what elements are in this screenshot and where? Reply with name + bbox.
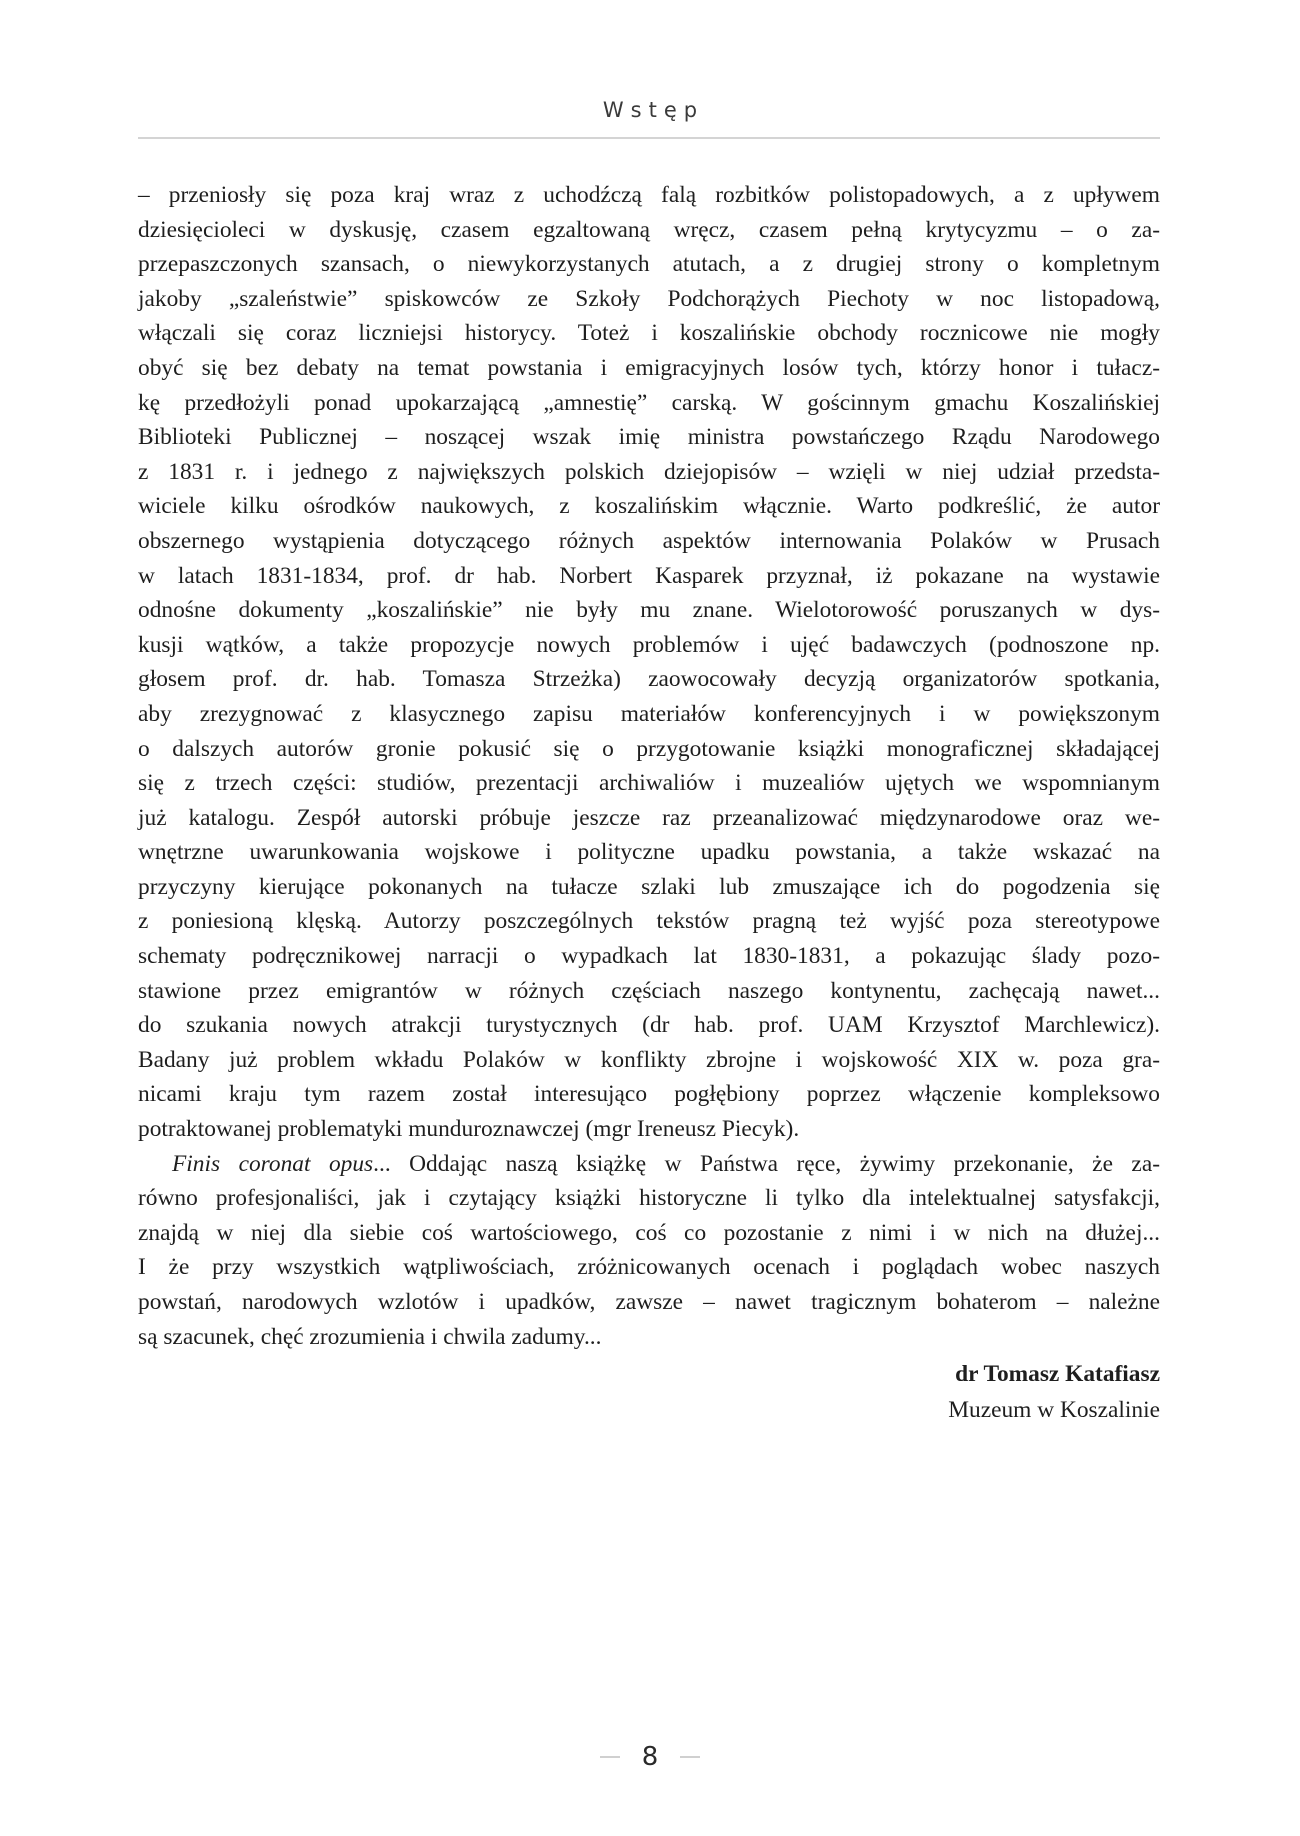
paragraph-1-line: odnośne dokumenty „koszalińskie” nie były mu znane. Wielotorowość poruszanych w dys-	[138, 597, 1160, 624]
paragraph-2-line	[138, 1147, 1160, 1182]
paragraph-1-line: dziesięcioleci w dyskusję, czasem egzaltowaną wręcz, czasem pełną krytycyzmu – o za-	[138, 216, 1160, 243]
paragraph-2-line: powstań, narodowych wzlotów i upadków, zawsze – nawet tragicznym bohaterom – należne	[138, 1289, 1160, 1315]
paragraph-1-line: włączali się coraz liczniejsi historycy. Toteż i koszalińskie obchody rocznicowe nie mogły	[138, 320, 1160, 347]
paragraph-1-line: aby zrezygnować z klasycznego zapisu materiałów konferencyjnych i w powiększonym	[138, 700, 1160, 727]
paragraph-1-line: stawione przez emigrantów w różnych częściach naszego kontynentu, zachęcają nawet...	[138, 977, 1160, 1004]
paragraph-1-line: – przeniosły się poza kraj wraz z uchodźczą falą rozbitków polistopadowych, a z upływem	[138, 182, 1160, 208]
signature-block	[948, 1356, 1160, 1428]
paragraph-1-line: przyczyny kierujące pokonanych na tułacze szlaki lub zmuszające ich do pogodzenia się	[138, 873, 1160, 900]
paragraph-1-line: z poniesioną klęską. Autorzy poszczególnych tekstów pragną też wyjść poza stereotypowe	[138, 908, 1160, 935]
paragraph-1-line: o dalszych autorów gronie pokusić się o przygotowanie książki monograficznej składającej	[138, 735, 1160, 762]
paragraph-1-line: z 1831 r. i jednego z największych polskich dziejopisów – wzięli w niej udział przedsta-	[138, 458, 1160, 485]
paragraph-1-line: kusji wątków, a także propozycje nowych problemów i ujęć badawczych (podnoszone np.	[138, 631, 1160, 658]
paragraph-1-line: kę przedłożyli ponad upokarzającą „amnestię” carską. W gościnnym gmachu Koszalińskiej	[138, 389, 1160, 416]
paragraph-1-line: już katalogu. Zespół autorski próbuje jeszcze raz przeanalizować międzynarodowe oraz we-	[138, 804, 1160, 831]
paragraph-2	[138, 1147, 1160, 1355]
paragraph-1-line: nicami kraju tym razem został interesująco pogłębiony poprzez włączenie kompleksowo	[138, 1081, 1160, 1108]
author-affiliation: Muzeum w Koszalinie	[948, 1397, 1160, 1423]
paragraph-2-line: są szacunek, chęć zrozumienia i chwila zadumy...	[138, 1323, 602, 1350]
body-text	[138, 178, 1160, 1354]
page-number: 8	[641, 1742, 659, 1772]
header-divider	[138, 137, 1160, 139]
latin-phrase: Finis coronat opus	[172, 1150, 374, 1177]
paragraph-1-line: głosem prof. dr. hab. Tomasza Strzeżka) zaowocowały decyzją organizatorów spotkania,	[138, 666, 1160, 693]
paragraph-1-line: schematy podręcznikowej narracji o wypadkach lat 1830-1831, a pokazując ślady pozo-	[138, 943, 1160, 970]
page-number-right-dash	[680, 1756, 700, 1758]
page-footer	[0, 1742, 1300, 1772]
paragraph-2-line: równo profesjonaliści, jak i czytający książki historyczne li tylko dla intelektualnej satysfakcji,	[138, 1185, 1160, 1212]
running-head-title: Wstęp	[602, 98, 705, 122]
paragraph-1	[138, 178, 1160, 1147]
paragraph-1-line: obszernego wystąpienia dotyczącego różnych aspektów internowania Polaków w Prusach	[138, 527, 1160, 554]
paragraph-1-line: do szukania nowych atrakcji turystycznych (dr hab. prof. UAM Krzysztof Marchlewicz).	[138, 1012, 1160, 1039]
paragraph-2-line: I że przy wszystkich wątpliwościach, zróżnicowanych ocenach i poglądach wobec naszych	[138, 1254, 1160, 1281]
paragraph-2-first-line-text: ... Oddając naszą książkę w Państwa ręce, żywimy przekonanie, że za-	[373, 1150, 1160, 1177]
paragraph-1-line: Badany już problem wkładu Polaków w konflikty zbrojne i wojskowość XIX w. poza gra-	[138, 1046, 1160, 1073]
paragraph-1-line: potraktowanej problematyki munduroznawczej (mgr Ireneusz Piecyk).	[138, 1116, 800, 1143]
author-name: dr Tomasz Katafiasz	[955, 1361, 1160, 1387]
paragraph-1-line: przepaszczonych szansach, o niewykorzystanych atutach, a z drugiej strony o kompletnym	[138, 251, 1160, 278]
paragraph-1-line: Biblioteki Publicznej – noszącej wszak imię ministra powstańczego Rządu Narodowego	[138, 424, 1160, 451]
paragraph-1-line: wnętrzne uwarunkowania wojskowe i polityczne upadku powstania, a także wskazać na	[138, 839, 1160, 866]
paragraph-1-line: się z trzech części: studiów, prezentacji archiwaliów i muzealiów ujętych we wspomnianym	[138, 770, 1160, 797]
paragraph-1-line: jakoby „szaleństwie” spiskowców ze Szkoły Podchorążych Piechoty w noc listopadową,	[138, 285, 1160, 312]
paragraph-1-line: obyć się bez debaty na temat powstania i emigracyjnych losów tych, którzy honor i tułacz-	[138, 354, 1160, 381]
page-number-left-dash	[600, 1756, 620, 1758]
paragraph-1-line: w latach 1831-1834, prof. dr hab. Norbert Kasparek przyznał, iż pokazane na wystawie	[138, 562, 1160, 589]
paragraph-1-line: wiciele kilku ośrodków naukowych, z koszalińskim włącznie. Warto podkreślić, że autor	[138, 493, 1160, 520]
paragraph-2-line: znajdą w niej dla siebie coś wartościowego, coś co pozostanie z nimi i w nich na dłużej...	[138, 1219, 1160, 1246]
